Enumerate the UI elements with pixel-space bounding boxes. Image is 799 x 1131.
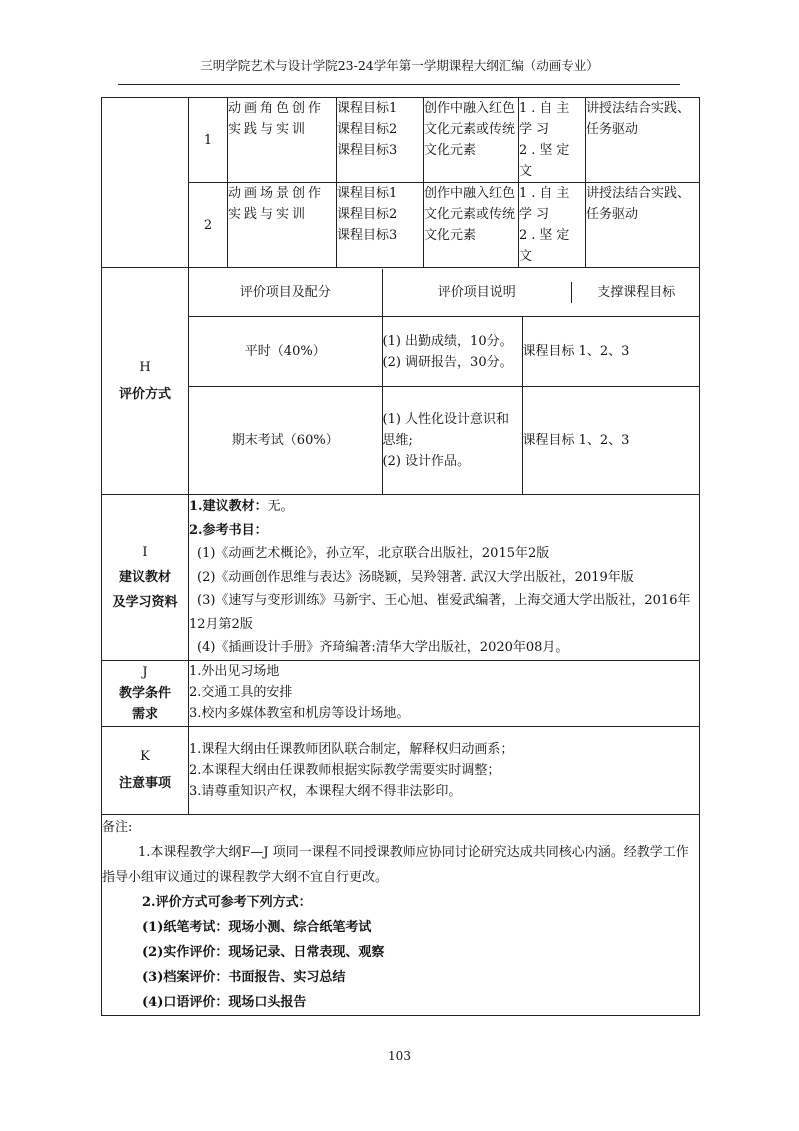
practice-targets — [337, 183, 424, 268]
practice-targets — [337, 98, 424, 183]
section-code: K — [140, 749, 150, 764]
section-code: I — [142, 544, 148, 560]
practice-method: 讲授法结合实践、任务驱动 — [586, 98, 700, 183]
eval-item: 平时（40%） — [189, 317, 382, 387]
section-title: 注意事项 — [118, 776, 171, 791]
value-line: 1.自主学习 — [519, 101, 574, 137]
condition-item: 1.外出见习场地 — [189, 663, 280, 679]
condition-item: 3.校内多媒体教室和机房等设计场地。 — [189, 705, 410, 721]
practice-no: 1 — [189, 98, 228, 183]
section-materials — [102, 495, 700, 661]
practice-row — [102, 183, 700, 268]
section-conditions — [102, 660, 700, 726]
textbook-line — [189, 495, 699, 519]
condition-item: 2.交通工具的安排 — [189, 684, 293, 700]
value-line: 2.坚定文 — [519, 143, 574, 179]
ref-item: (3)《速写与变形训练》马新宇、王心旭、崔爱武编著，上海交通大学出版社，2016年12月第2版 — [189, 593, 691, 632]
target-line: 课程目标1 — [337, 186, 398, 201]
remarks-para: 2.评价方式可参考下列方式： — [142, 894, 312, 910]
section-title-line: 教学条件 — [118, 685, 171, 701]
eval-desc-line: (2) 调研报告，30分。 — [382, 354, 513, 370]
remarks-para: 1.本课程教学大纲F—J 项同一课程不同授课教师应协同讨论研究达成共同核心内涵。经教学工作指导小组审议通过的课程教学大纲不宜自行更改。 — [102, 844, 689, 885]
ref-item: (2)《动画创作思维与表达》汤晓颖，吴羚翎著. 武汉大学出版社，2019年版 — [197, 569, 634, 585]
notes-content — [189, 726, 700, 814]
value-line: 1.自主学习 — [519, 186, 574, 222]
evaluation-table — [189, 269, 700, 494]
evaluation-cell — [189, 268, 700, 495]
eval-desc-line: (1) 人性化设计意识和思维; — [382, 411, 510, 448]
eval-item: 期末考试（60%） — [189, 387, 382, 494]
eval-desc — [382, 387, 522, 494]
header-rule — [118, 84, 680, 85]
remarks-list-item: (3)档案评价：书面报告、实习总结 — [142, 969, 346, 985]
section-label — [102, 268, 189, 495]
practice-ideology: 创作中融入红色文化元素或传统文化元素 — [424, 183, 519, 268]
section-label — [102, 495, 189, 661]
practice-name: 动画场景创作实践与实训 — [228, 183, 337, 268]
section-notes — [102, 726, 700, 814]
conditions-content — [189, 660, 700, 726]
practice-ideology: 创作中融入红色文化元素或传统文化元素 — [424, 98, 519, 183]
practice-values — [519, 98, 586, 183]
section-evaluation — [102, 268, 700, 495]
evaluation-row — [189, 317, 700, 387]
textbook-value: 无。 — [267, 499, 294, 514]
section-title-line: 及学习资料 — [112, 594, 178, 610]
target-line: 课程目标3 — [337, 143, 398, 158]
remarks-list-item: (4)口语评价：现场口头报告 — [142, 994, 307, 1010]
evaluation-header-row — [189, 269, 700, 317]
textbook-label: 1.建议教材： — [189, 499, 268, 514]
target-line: 课程目标2 — [337, 122, 398, 137]
eval-target: 课程目标 1、2、3 — [522, 317, 700, 387]
eval-desc — [382, 317, 522, 387]
section-g-blank — [102, 98, 189, 268]
eval-header: 评价项目说明 — [383, 282, 572, 303]
section-label — [102, 726, 189, 814]
section-code: J — [142, 664, 148, 680]
ref-item: (1)《动画艺术概论》，孙立军，北京联合出版社，2015年2版 — [197, 546, 550, 561]
remarks-list-item: (2)实作评价：现场记录、日常表现、观察 — [142, 944, 385, 960]
target-line: 课程目标3 — [337, 228, 398, 243]
practice-method: 讲授法结合实践、任务驱动 — [586, 183, 700, 268]
eval-target: 课程目标 1、2、3 — [522, 387, 700, 494]
eval-header: 评价项目及配分 — [189, 269, 382, 317]
eval-desc-line: (1) 出勤成绩，10分。 — [382, 333, 513, 349]
section-code: H — [139, 360, 151, 375]
materials-content — [189, 495, 700, 661]
note-item: 3.请尊重知识产权，本课程大纲不得非法影印。 — [189, 783, 462, 799]
practice-no: 2 — [189, 183, 228, 268]
remarks-list-item: (1)纸笔考试：现场小测、综合纸笔考试 — [142, 919, 372, 935]
section-title-line: 需求 — [131, 706, 158, 722]
value-line: 2.坚定文 — [519, 228, 574, 264]
section-title-line: 建议教材 — [118, 569, 171, 585]
practice-values — [519, 183, 586, 268]
refs-label: 2.参考书目： — [189, 522, 268, 538]
note-item: 2.本课程大纲由任课教师根据实际教学需要实时调整； — [189, 762, 501, 778]
section-title: 评价方式 — [118, 387, 171, 402]
target-line: 课程目标2 — [337, 207, 398, 222]
evaluation-row — [189, 387, 700, 494]
section-label — [102, 660, 189, 726]
eval-header: 支撑课程目标 — [597, 284, 676, 300]
ref-item: (4)《插画设计手册》齐琦编著:清华大学出版社，2020年08月。 — [197, 640, 569, 655]
page-number: 103 — [388, 1049, 411, 1063]
practice-row — [102, 98, 700, 183]
practice-name: 动画角色创作实践与实训 — [228, 98, 337, 183]
section-remarks — [102, 814, 700, 1015]
note-item: 1.课程大纲由任课教师团队联合制定，解释权归动画系； — [189, 741, 514, 757]
syllabus-table — [101, 97, 700, 1016]
eval-desc-line: (2) 设计作品。 — [382, 453, 471, 469]
page-header: 三明学院艺术与设计学院23-24学年第一学期课程大纲汇编（动画专业） — [200, 58, 599, 73]
remarks-content — [102, 814, 700, 1015]
target-line: 课程目标1 — [337, 101, 398, 116]
eval-header-split — [383, 282, 701, 303]
remarks-label: 备注: — [102, 819, 133, 835]
eval-header-group — [382, 269, 700, 317]
